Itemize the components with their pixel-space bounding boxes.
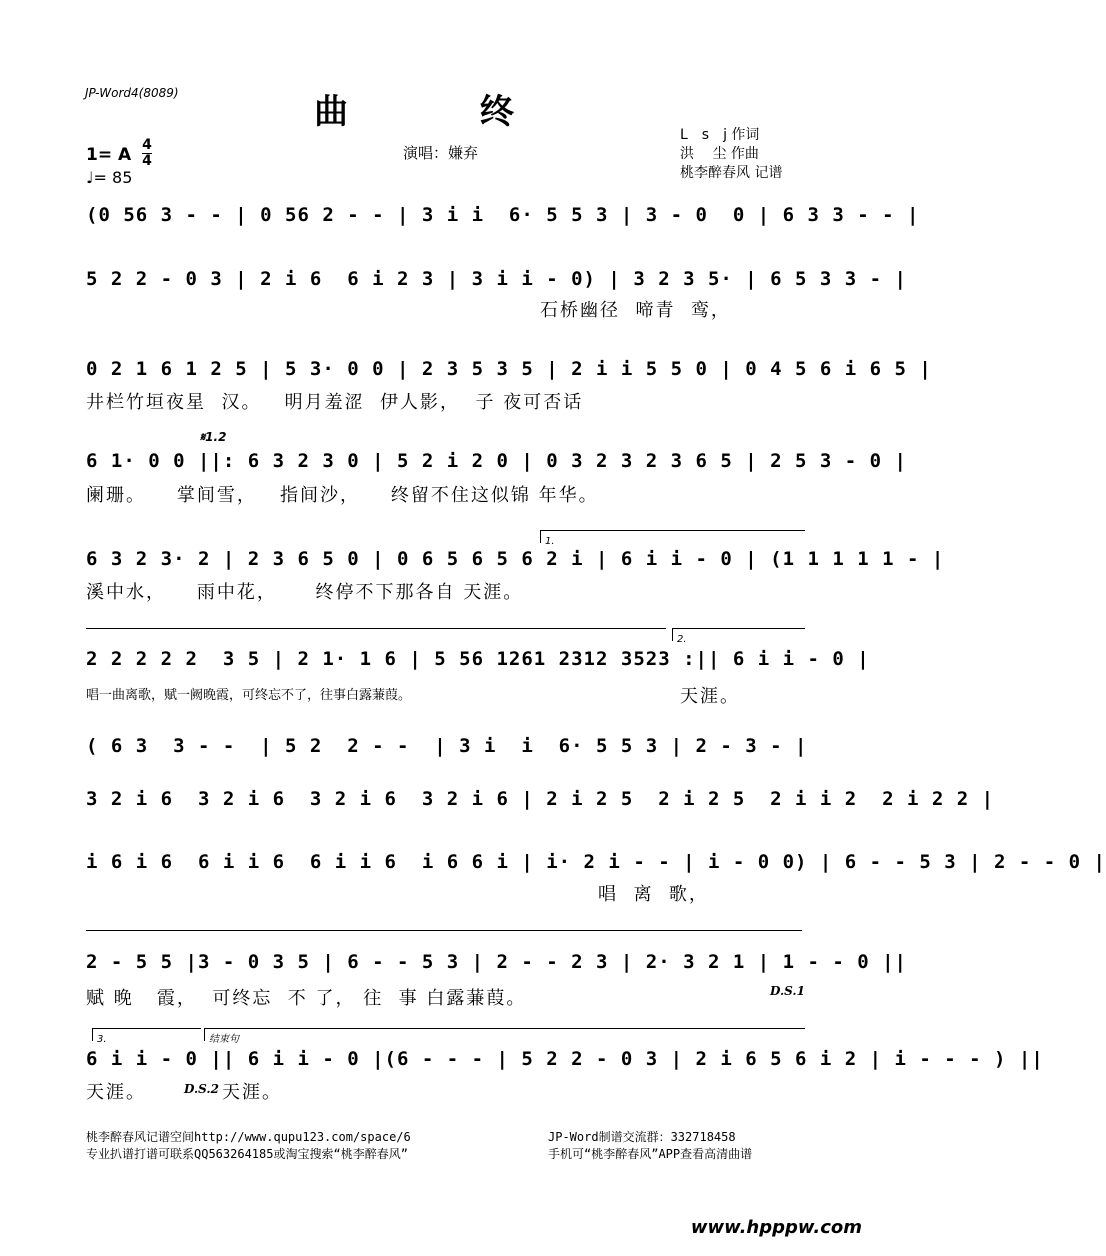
page-title: 曲 终 bbox=[314, 92, 574, 132]
lyric-line: 溪中水， 雨中花， 终停不下那各自 天涯。 bbox=[86, 582, 524, 603]
ds1-mark: D.S.1 bbox=[770, 984, 805, 998]
composer-credit: 洪 尘 作曲 bbox=[680, 146, 759, 162]
score-line: 2 2 2 2 2 3 5 | 2 1· 1 6 | 5 56 1261 2312 3523 :|| 6 i i - 0 | bbox=[86, 648, 870, 670]
time-top: 4 bbox=[142, 137, 152, 153]
lyric-line: 石桥幽径 啼青 鸾， bbox=[540, 300, 731, 321]
score-line: 6 i i - 0 || 6 i i - 0 |(6 - - - | 5 2 2 - 0 3 | 2 i 6 5 6 i 2 | i - - - ) || bbox=[86, 1048, 1044, 1070]
volta-label: 2. bbox=[677, 634, 687, 645]
section-line bbox=[86, 930, 802, 931]
footer-link[interactable]: 桃李醉春风记谱空间http://www.qupu123.com/space/6 bbox=[86, 1130, 411, 1144]
score-line: i 6 i 6 6 i i 6 6 i i 6 i 6 6 i | i· 2 i - - | i - 0 0) | 6 - - 5 3 | 2 - - 0 | bbox=[86, 851, 1106, 873]
ending-label: 结束句 bbox=[209, 1034, 239, 1045]
lyric-line: 天涯。 bbox=[222, 1082, 282, 1103]
transcriber-credit: 桃李醉春风 记谱 bbox=[680, 165, 783, 181]
score-line: ( 6 3 3 - - | 5 2 2 - - | 3 i i 6· 5 5 3 | 2 - 3 - | bbox=[86, 735, 808, 757]
footer-contact: 专业扒谱打谱可联系QQ563264185或淘宝搜索“桃李醉春风” bbox=[86, 1147, 408, 1161]
volta-bracket bbox=[540, 530, 805, 547]
volta-bracket bbox=[672, 628, 805, 645]
lyric-line: 唱一曲离歌，赋一阙晚霞，可终忘不了，往事白露蒹葭。 bbox=[86, 688, 412, 703]
score-line: 6 3 2 3· 2 | 2 3 6 5 0 | 0 6 5 6 5 6 2 i | 6 i i - 0 | (1 1 1 1 1 - | bbox=[86, 548, 945, 570]
lyricist-credit: L s j 作词 bbox=[680, 127, 760, 143]
score-line: 0 2 1 6 1 2 5 | 5 3· 0 0 | 2 3 5 3 5 | 2 i i 5 5 0 | 0 4 5 6 i 6 5 | bbox=[86, 358, 932, 380]
website-watermark[interactable]: www.hpppw.com bbox=[690, 1217, 862, 1238]
footer-group: JP-Word制谱交流群：332718458 bbox=[548, 1130, 736, 1144]
score-line: (0 56 3 - - | 0 56 2 - - | 3 i i 6· 5 5 3 | 3 - 0 0 | 6 3 3 - - | bbox=[86, 204, 920, 226]
lyric-line: 天涯。 bbox=[86, 1082, 146, 1103]
key-signature: 1= A bbox=[86, 145, 132, 165]
score-line: 5 2 2 - 0 3 | 2 i 6 6 i 2 3 | 3 i i - 0) | 3 2 3 5· | 6 5 3 3 - | bbox=[86, 268, 907, 290]
volta-bracket-continued bbox=[86, 628, 666, 641]
time-bottom: 4 bbox=[142, 153, 152, 169]
volta-bracket bbox=[92, 1028, 201, 1045]
volta-label: 3. bbox=[97, 1034, 107, 1045]
software-label: JP-Word4(8089) bbox=[85, 86, 179, 100]
lyric-line: 赋 晚 霞， 可终忘 不 了， 往 事 白露蒹葭。 bbox=[86, 988, 527, 1009]
segno-mark: 𝄋1.2 bbox=[200, 430, 227, 444]
time-signature bbox=[142, 139, 152, 168]
lyric-line: 天涯。 bbox=[680, 686, 740, 707]
lyric-line: 井栏竹垣夜星 汉。 明月羞涩 伊人影， 子 夜可否话 bbox=[86, 392, 584, 413]
ds2-mark: D.S.2 bbox=[184, 1082, 219, 1096]
singer-credit: 演唱：嫌弃 bbox=[403, 144, 479, 162]
tempo-mark: ♩= 85 bbox=[86, 168, 133, 187]
lyric-line: 阑珊。 掌间雪， 指间沙， 终留不住这似锦 年华。 bbox=[86, 485, 599, 506]
footer-app: 手机可“桃李醉春风”APP查看高清曲谱 bbox=[548, 1147, 753, 1161]
score-line: 2 - 5 5 |3 - 0 3 5 | 6 - - 5 3 | 2 - - 2 3 | 2· 3 2 1 | 1 - - 0 || bbox=[86, 951, 907, 973]
score-line: 6 1· 0 0 ||: 6 3 2 3 0 | 5 2 i 2 0 | 0 3 2 3 2 3 6 5 | 2 5 3 - 0 | bbox=[86, 450, 907, 472]
ending-bracket bbox=[204, 1028, 805, 1045]
lyric-line: 唱 离 歌， bbox=[598, 884, 709, 905]
score-line: 3 2 i 6 3 2 i 6 3 2 i 6 3 2 i 6 | 2 i 2 5 2 i 2 5 2 i i 2 2 i 2 2 | bbox=[86, 788, 995, 810]
volta-label: 1. bbox=[545, 536, 555, 547]
